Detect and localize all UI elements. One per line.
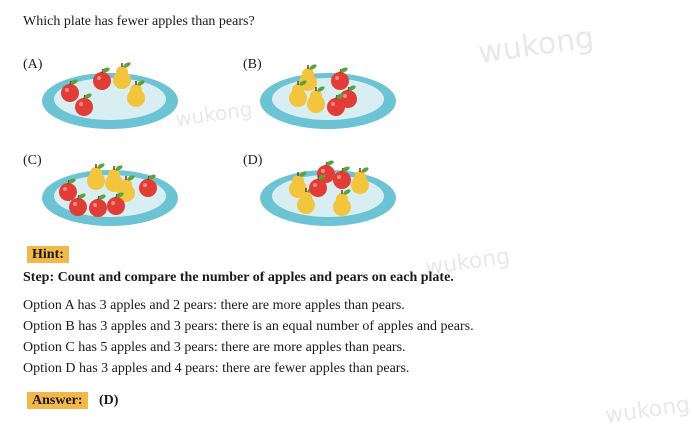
pear-icon [113,61,131,89]
answer-tag: Answer: [27,392,88,409]
apple-icon [331,66,349,90]
plate-d [258,152,398,232]
option-a-label: (A) [23,57,43,72]
apple-icon [93,66,111,90]
explanation-a: Option A has 3 apples and 2 pears: there are more apples than pears. [23,298,405,313]
plate-c [40,152,180,232]
watermark: wukong [476,20,597,71]
apple-icon [333,165,351,189]
watermark: wukong [603,392,692,429]
question-text: Which plate has fewer apples than pears? [23,14,255,29]
plate-a [40,55,180,135]
option-d-label: (D) [243,153,263,168]
answer-value: (D) [99,393,119,408]
watermark: wukong [423,244,512,281]
watermark: wukong [173,96,254,132]
pear-icon [351,166,369,194]
hint-tag: Hint: [27,246,69,263]
explanation-d: Option D has 3 apples and 4 pears: there are fewer apples than pears. [23,361,410,376]
option-c-label: (C) [23,153,42,168]
step-text: Step: Count and compare the number of apples and pears on each plate. [23,270,454,285]
pear-icon [87,162,105,190]
option-b-label: (B) [243,57,262,72]
plate-b [258,55,398,135]
explanation-b: Option B has 3 apples and 3 pears: there is an equal number of apples and pears. [23,319,474,334]
explanation-c: Option C has 5 apples and 3 pears: there are more apples than pears. [23,340,406,355]
